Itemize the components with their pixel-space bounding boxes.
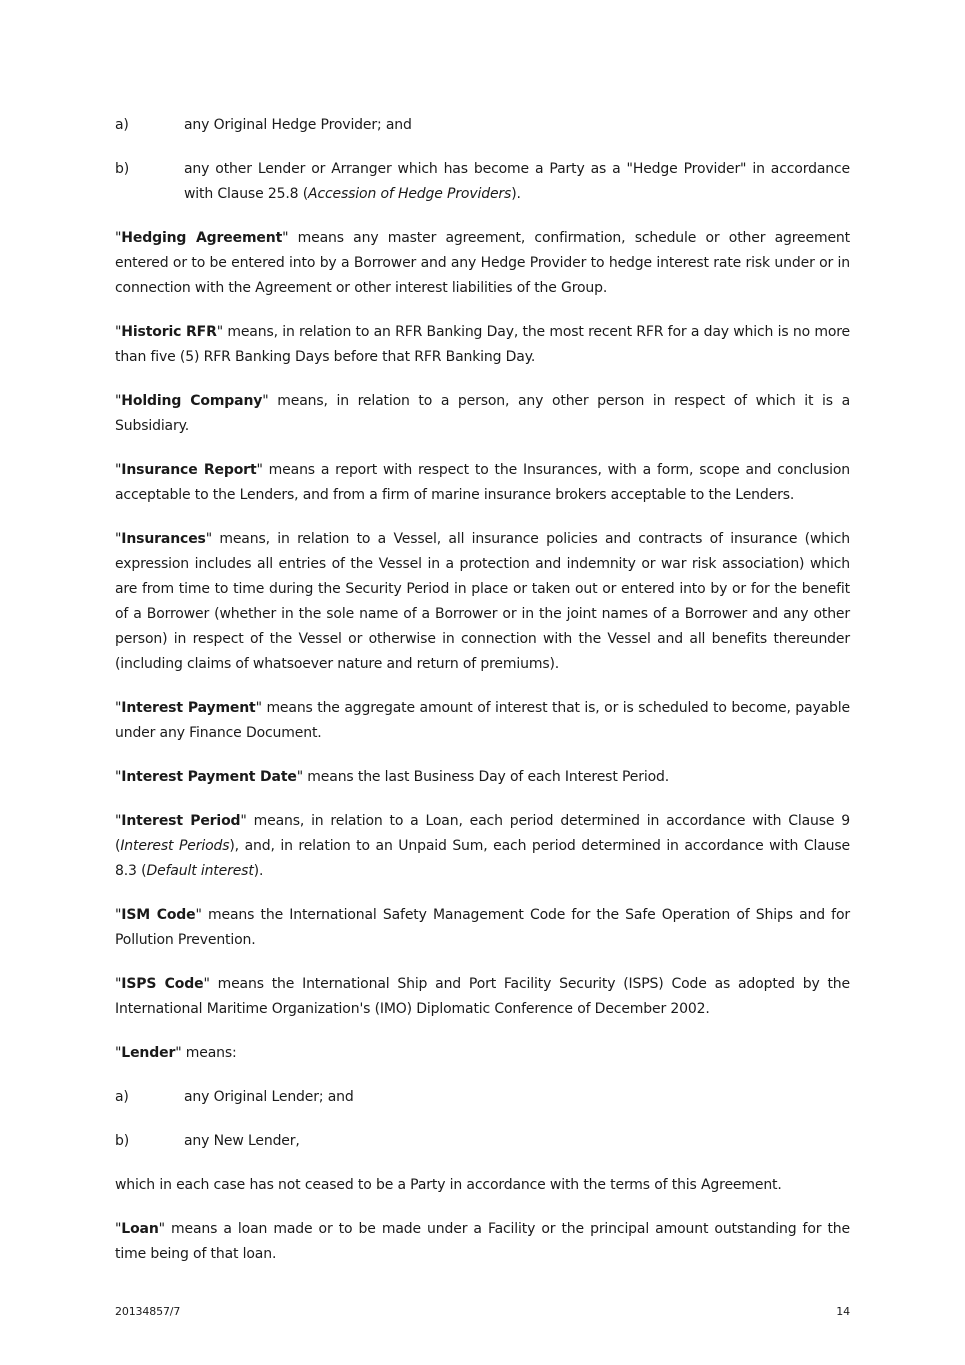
list-label: a)	[115, 1089, 129, 1105]
definition-loan: "Loan" means a loan made or to be made under a Facility or the principal amount outstanding for the time being of that loan.	[115, 1221, 850, 1262]
defined-term: Interest Payment	[121, 700, 256, 716]
list-item	[115, 1085, 850, 1110]
definition-lender: "Lender" means:	[115, 1045, 237, 1061]
list-item	[115, 1129, 850, 1154]
definition-holding-company: "Holding Company" means, in relation to a person, any other person in respect of which it is a Subsidiary.	[115, 393, 850, 434]
list-text: any other Lender or Arranger which has become a Party as a "Hedge Provider" in accordance with Clause 25.8 (Accession of Hedge Providers).	[184, 161, 850, 202]
defined-term: Interest Period	[121, 813, 241, 829]
clause-reference: Accession of Hedge Providers	[308, 186, 512, 202]
list-label: a)	[115, 117, 129, 133]
list-label: b)	[115, 1133, 130, 1149]
defined-term: Loan	[121, 1221, 159, 1237]
defined-term: Lender	[121, 1045, 176, 1061]
definition-isps-code: "ISPS Code" means the International Ship and Port Facility Security (ISPS) Code as adopted by the International Maritime Organization's (IMO) Diplomatic Conference of December 2002.	[115, 976, 850, 1017]
definition-insurances: "Insurances" means, in relation to a Vessel, all insurance policies and contracts of insurance (which expression includes all entries of the Vessel in a protection and indemnity or war risk association) which are from time to time during the Security Period in place or taken out or entered into by or for the benefit of a Borrower (whether in the sole name of a Borrower or in the joint names of a Borrower and any other person) in respect of the Vessel or otherwise in connection with the Vessel and all benefits thereunder (including claims of whatsoever nature and return of premiums).	[115, 531, 850, 672]
defined-term: Insurances	[121, 531, 206, 547]
definition-historic-rfr: "Historic RFR" means, in relation to an RFR Banking Day, the most recent RFR for a day which is no more than five (5) RFR Banking Days before that RFR Banking Day.	[115, 324, 850, 365]
list-item	[115, 157, 850, 207]
clause-reference: Default interest	[146, 863, 254, 879]
definition-interest-payment: "Interest Payment" means the aggregate amount of interest that is, or is scheduled to become, payable under any Finance Document.	[115, 700, 850, 741]
defined-term: Hedging Agreement	[121, 230, 283, 246]
defined-term: Historic RFR	[121, 324, 217, 340]
list-label: b)	[115, 161, 130, 177]
definition-interest-period: "Interest Period" means, in relation to a Loan, each period determined in accordance with Clause 9 (Interest Periods), and, in relation to an Unpaid Sum, each period determined in accordance with Clause 8.3 (Default interest).	[115, 813, 851, 879]
defined-term: Insurance Report	[121, 462, 257, 478]
definition-interest-payment-date: "Interest Payment Date" means the last Business Day of each Interest Period.	[115, 769, 670, 785]
list-text: any Original Lender; and	[184, 1089, 354, 1105]
defined-term: Holding Company	[121, 393, 263, 409]
document-reference: 20134857/7	[115, 1305, 181, 1318]
defined-term: Interest Payment Date	[121, 769, 297, 785]
definition-ism-code: "ISM Code" means the International Safety Management Code for the Safe Operation of Ships and for Pollution Prevention.	[115, 907, 850, 948]
clause-reference: Interest Periods	[120, 838, 230, 854]
list-item	[115, 113, 850, 138]
definition-insurance-report: "Insurance Report" means a report with respect to the Insurances, with a form, scope and conclusion acceptable to the Lenders, and from a firm of marine insurance brokers acceptable to the Lenders.	[115, 462, 850, 503]
lender-tail-text: which in each case has not ceased to be a Party in accordance with the terms of this Agreement.	[115, 1177, 782, 1193]
list-text: any New Lender,	[184, 1133, 300, 1149]
page-footer	[115, 1299, 850, 1324]
defined-term: ISM Code	[121, 907, 196, 923]
page-number: 14	[836, 1305, 850, 1318]
list-text: any Original Hedge Provider; and	[184, 117, 412, 133]
defined-term: ISPS Code	[121, 976, 204, 992]
definition-hedging-agreement: "Hedging Agreement" means any master agreement, confirmation, schedule or other agreement entered or to be entered into by a Borrower and any Hedge Provider to hedge interest rate risk under or in connection with the Agreement or other interest liabilities of the Group.	[115, 230, 850, 296]
